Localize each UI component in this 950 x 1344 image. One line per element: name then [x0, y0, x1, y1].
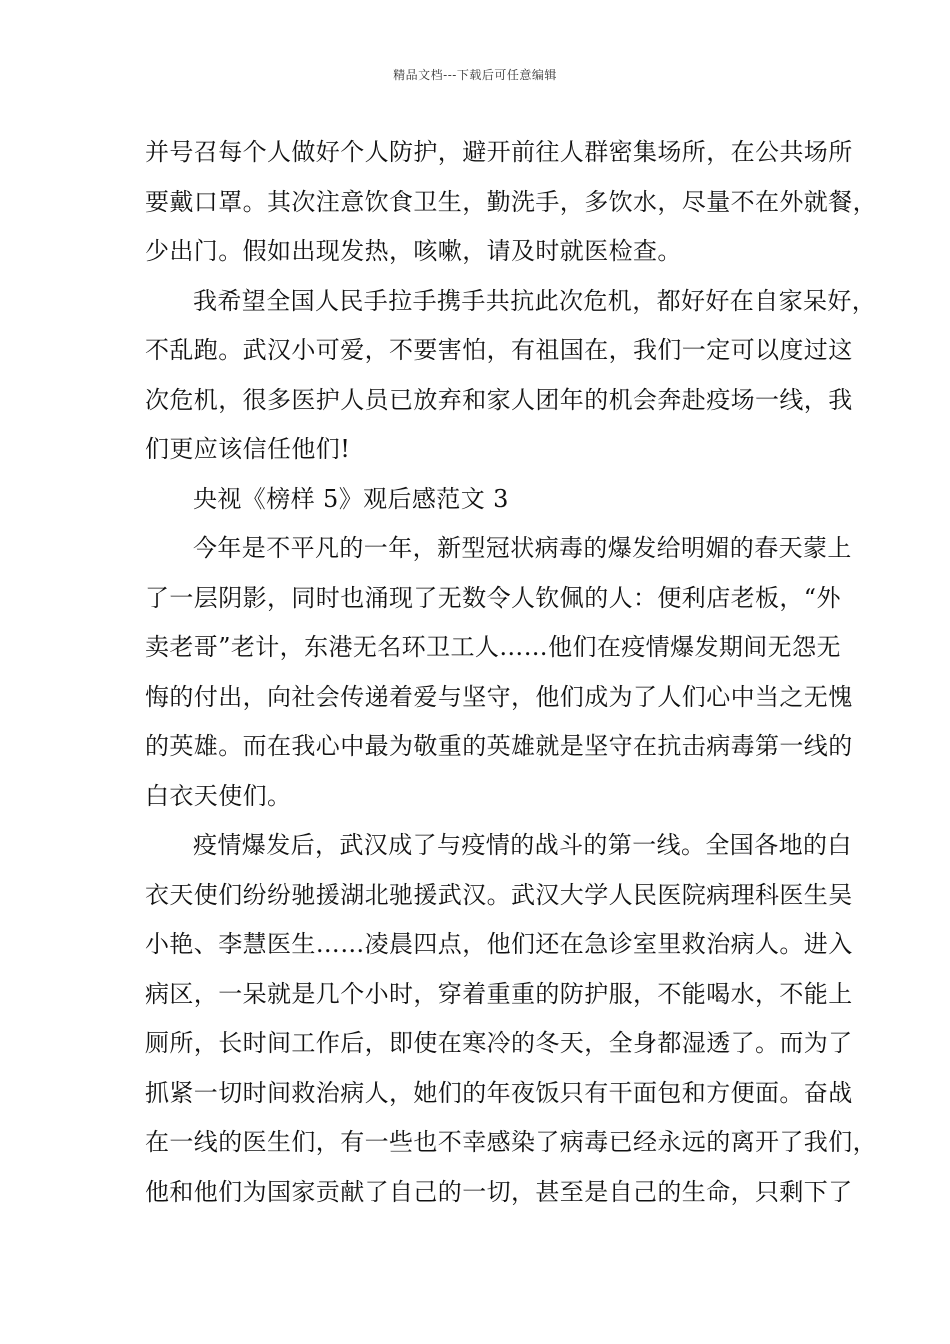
text-line: 的英雄。而在我心中最为敬重的英雄就是坚守在抗击病毒第一线的 — [145, 732, 853, 760]
section-heading: 央视《榜样 5》观后感范文 3 — [193, 484, 509, 513]
text-line: 小艳、李慧医生……凌晨四点，他们还在急诊室里救治病人。进入 — [145, 930, 853, 958]
page-header: 精品文档---下载后可任意编辑 — [393, 68, 557, 82]
text-line: 卖老哥”老计，东港无名环卫工人……他们在疫情爆发期间无怨无 — [145, 633, 841, 661]
text-line: 悔的付出，向社会传递着爱与坚守，他们成为了人们心中当之无愧 — [145, 682, 853, 711]
text-line: 抓紧一切时间救治病人，她们的年夜饭只有干面包和方便面。奋战 — [145, 1078, 853, 1107]
text-line: 次危机，很多医护人员已放弃和家人团年的机会奔赴疫场一线，我 — [145, 385, 853, 414]
text-line: 他和他们为国家贡献了自己的一切，甚至是自己的生命，只剩下了 — [145, 1177, 853, 1206]
text-line: 不乱跑。武汉小可爱，不要害怕，有祖国在，我们一定可以度过这 — [145, 336, 853, 364]
text-line: 们更应该信任他们! — [145, 435, 351, 463]
document-body — [145, 128, 877, 1217]
paragraph-start-line: 今年是不平凡的一年，新型冠状病毒的爆发给明媚的春天蒙上 — [193, 534, 852, 562]
text-line: 白衣天使们。 — [145, 781, 292, 810]
text-line: 厕所，长时间工作后，即使在寒冷的冬天，全身都湿透了。而为了 — [145, 1029, 853, 1057]
paragraph-start-line: 疫情爆发后，武汉成了与疫情的战斗的第一线。全国各地的白 — [193, 831, 852, 859]
text-line: 病区，一呆就是几个小时，穿着重重的防护服，不能喝水，不能上 — [145, 979, 853, 1008]
paragraph-start-line: 我希望全国人民手拉手携手共抗此次危机，都好好在自家呆好， — [193, 286, 877, 315]
text-line: 并号召每个人做好个人防护，避开前往人群密集场所，在公共场所 — [145, 138, 853, 166]
text-line: 少出门。假如出现发热，咳嗽，请及时就医检查。 — [145, 237, 682, 265]
text-line: 了一层阴影，同时也涌现了无数令人钦佩的人：便利店老板，“外 — [145, 583, 841, 612]
text-line: 在一线的医生们，有一些也不幸感染了病毒已经永远的离开了我们， — [145, 1128, 877, 1156]
text-line: 衣天使们纷纷驰援湖北驰援武汉。武汉大学人民医院病理科医生吴 — [145, 880, 853, 909]
text-line: 要戴口罩。其次注意饮食卫生，勤洗手，多饮水，尽量不在外就餐， — [145, 187, 877, 216]
